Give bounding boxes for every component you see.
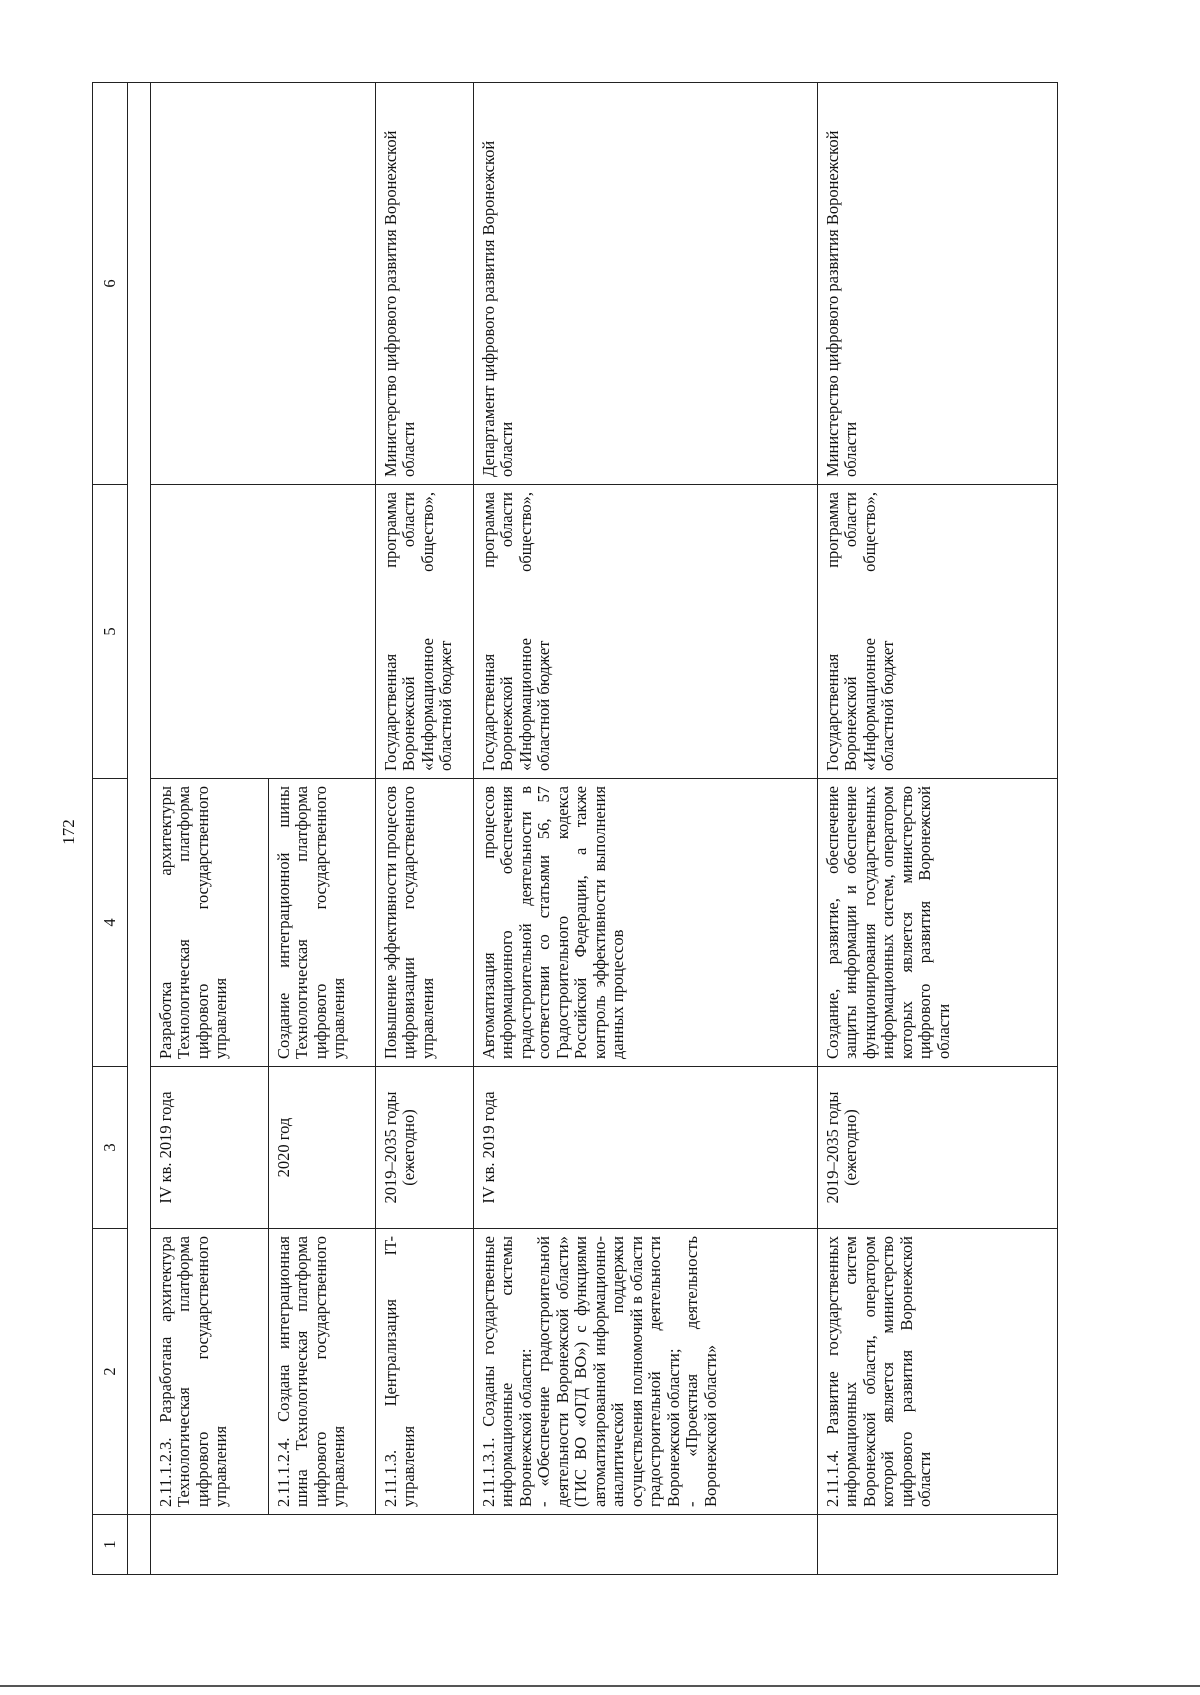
row-number-cell [151, 1515, 818, 1575]
page-number: 172 [59, 819, 78, 845]
rotated-table-sheet [92, 83, 1058, 1575]
header-cell-1: 1 [93, 1515, 128, 1575]
event-cell [474, 1229, 818, 1515]
funding-cell: Государственная программа Воронежской области «Информационное общество», областной бюджет [818, 485, 1058, 779]
table-header-row [93, 83, 128, 1575]
executor-cell: Министерство цифрового развития Воронежской области [818, 83, 1058, 485]
executor-cell: Министерство цифрового развития Воронежской области [376, 83, 474, 485]
table-row [818, 83, 1058, 1575]
event-cell: 2.11.1.2.4. Создана интеграционная шина Технологическая платформа цифрового государственного управления [269, 1229, 376, 1515]
table-spacer-row [128, 83, 151, 1575]
period-cell: 2019–2035 годы (ежегодно) [376, 1067, 474, 1229]
result-cell: Создание интеграционной шины Технологическая платформа цифрового государственного управления [269, 779, 376, 1067]
spacer-cell [128, 1515, 151, 1575]
event-line: - «Обеспечение градостроительной деятельности Воронежской области» (ГИС ВО «ОГД ВО») с функциями автоматизированной информационно-аналитической поддержки осуществления полномочий в области градостроительной деятельности Воронежской области; [534, 1236, 683, 1507]
funding-cell: Государственная программа Воронежской области «Информационное общество», областной бюджет [474, 485, 818, 779]
executor-cell [151, 83, 376, 485]
executor-cell: Департамент цифрового развития Воронежской области [474, 83, 818, 485]
funding-cell: Государственная программа Воронежской области «Информационное общество», областной бюджет [376, 485, 474, 779]
event-line: 2.11.1.3.1. Созданы государственные информационные системы Воронежской области: [479, 1236, 535, 1507]
result-cell: Разработка архитектуры Технологическая платформа цифрового государственного управления [151, 779, 269, 1067]
funding-cell [151, 485, 376, 779]
header-cell-6: 6 [93, 83, 128, 485]
period-cell: IV кв. 2019 года [474, 1067, 818, 1229]
result-cell: Повышение эффективности процессов цифровизации государственного управления [376, 779, 474, 1067]
period-cell: IV кв. 2019 года [151, 1067, 269, 1229]
result-cell: Создание, развитие, обеспечение защиты информации и обеспечение функционирования государственных информационных систем, оператором которых является министерство цифрового развития Воронежской области [818, 779, 1058, 1067]
event-cell: 2.11.1.4. Развитие государственных информационных систем Воронежской области, оператором которой является министерство цифрового развития Воронежской области [818, 1229, 1058, 1515]
header-cell-5: 5 [93, 485, 128, 779]
table-row [376, 83, 474, 1575]
event-cell: 2.11.1.3. Централизация IT-управления [376, 1229, 474, 1515]
row-number-cell [818, 1515, 1058, 1575]
bottom-rule [0, 1685, 1200, 1687]
result-cell: Автоматизация процессов информационного обеспечения градостроительной деятельности в соответствии со статьями 56, 57 Градостроительного кодекса Российской Федерации, а также контроль эффективности выполнения данных процессов [474, 779, 818, 1067]
table-row [151, 83, 269, 1575]
header-cell-3: 3 [93, 1067, 128, 1229]
event-line: - «Проектная деятельность Воронежской области» [682, 1236, 720, 1507]
table-row [474, 83, 818, 1575]
header-cell-2: 2 [93, 1229, 128, 1515]
period-cell: 2019–2035 годы (ежегодно) [818, 1067, 1058, 1229]
spacer-cell [128, 83, 151, 1515]
header-cell-4: 4 [93, 779, 128, 1067]
plan-table [92, 82, 1058, 1575]
period-cell: 2020 год [269, 1067, 376, 1229]
event-cell: 2.11.1.2.3. Разработана архитектура Технологическая платформа цифрового государственного управления [151, 1229, 269, 1515]
